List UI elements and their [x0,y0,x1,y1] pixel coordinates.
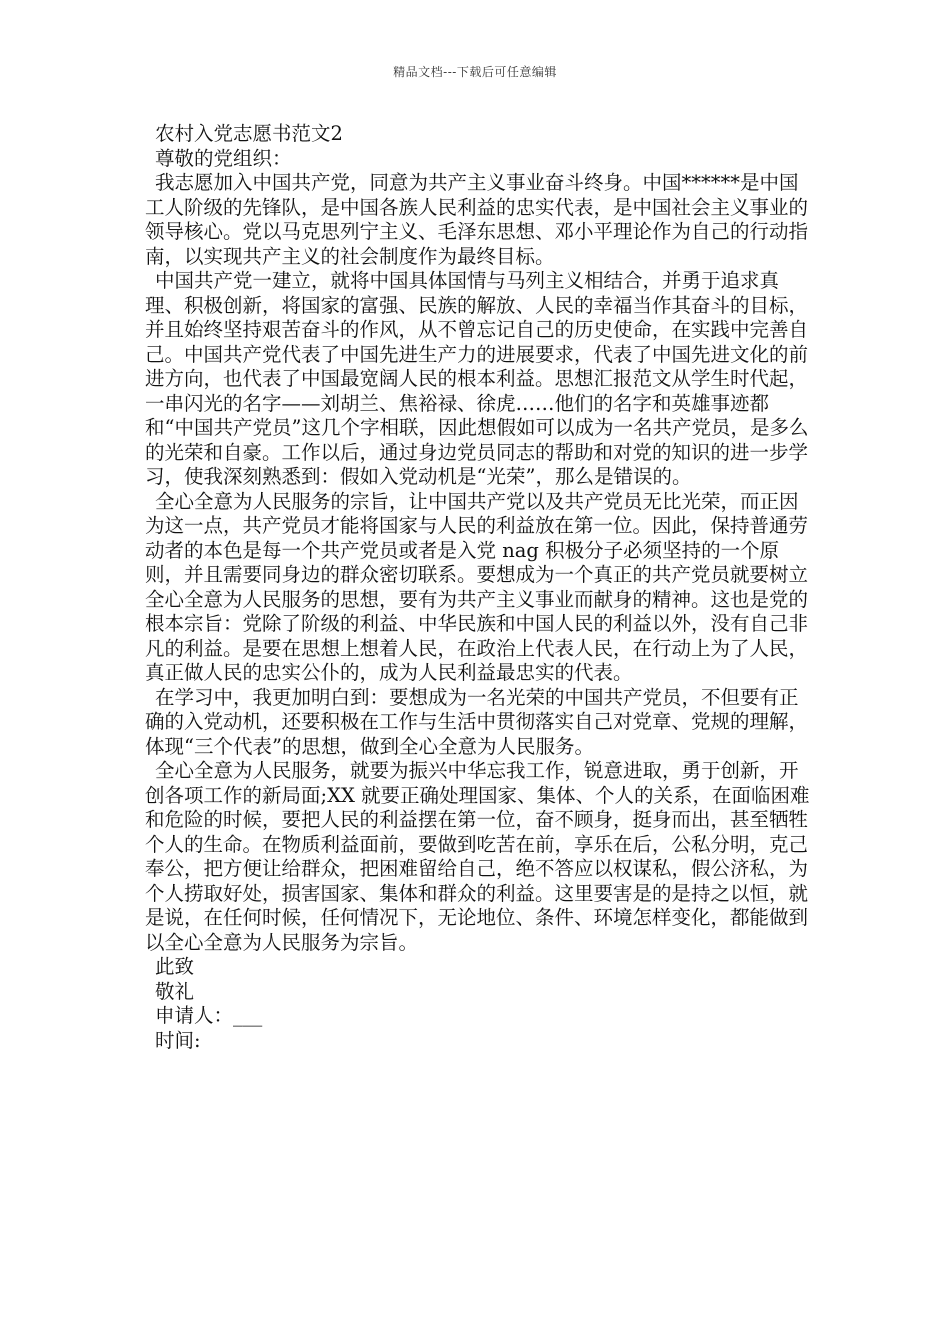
closing-jingli: 敬礼 [155,979,195,1003]
paragraph-4: 在学习中，我更加明白到：要想成为一名光荣的中国共产党员，不但要有正确的入党动机，还要积极在工作与生活中贯彻落实自己对党章、党规的理解，体现“三个代表”的思想，做到全心全意为人民服务。 [145,685,809,758]
closing-cizhi: 此致 [155,955,195,978]
date-line: 时间: [155,1028,201,1052]
paragraph-1: 我志愿加入中国共产党，同意为共产主义事业奋斗终身。中国******是中国工人阶级的先锋队，是中国各族人民利益的忠实代表，是中国社会主义事业的领导核心。党以马克思列宁主义、毛泽东思想、邓小平理论作为自己的行动指南，以实现共产主义的社会制度作为最终目标。 [145,171,809,268]
letter-title: 农村入党志愿书范文2 [155,122,343,145]
page-header: 精品文档---下载后可任意编辑 [393,65,557,79]
paragraph-2: 中国共产党一建立，就将中国具体国情与马列主义相结合，并勇于追求真理、积极创新，将国家的富强、民族的解放、人民的幸福当作其奋斗的目标，并且始终坚持艰苦奋斗的作风，从不曾忘记自己的历史使命，在实践中完善自己。中国共产党代表了中国先进生产力的进展要求，代表了中国先进文化的前进方向，也代表了中国最宽阔人民的根本利益。思想汇报范文从学生时代起，一串闪光的名字——刘胡兰、焦裕禄、徐虎……他们的名字和英雄事迹都和“中国共产党员”这几个字相联，因此想假如可以成为一名共产党员，是多么的光荣和自豪。工作以后，通过身边党员同志的帮助和对党的知识的进一步学习，使我深刻熟悉到：假如入党动机是“光荣”，那么是错误的。 [145,269,809,488]
letter-body [145,122,813,1053]
paragraph-3: 全心全意为人民服务的宗旨，让中国共产党以及共产党员无比光荣，而正因为这一点，共产党员才能将国家与人民的利益放在第一位。因此，保持普通劳动者的本色是每一个共产党员或者是入党 nag 积极分子必须坚持的一个原则，并且需要同身边的群众密切联系。要想成为一个真正的共产党员就要树立全心全意为人民服务的思想，要有为共产主义事业而献身的精神。这也是党的根本宗旨：党除了阶级的利益、中华民族和中国人民的利益以外，没有自己非凡的利益。是要在思想上想着人民，在政治上代表人民，在行动上为了人民，真正做人民的忠实公仆的，成为人民利益最忠实的代表。 [145,489,809,684]
closing-block [145,955,813,1053]
applicant-line: 申请人：___ [155,1004,263,1027]
paragraph-5: 全心全意为人民服务，就要为振兴中华忘我工作，锐意进取，勇于创新，开创各项工作的新局面;XX 就要正确处理国家、集体、个人的关系，在面临困难和危险的时候，要把人民的利益摆在第一位，奋不顾身，挺身而出，甚至牺牲个人的生命。在物质利益面前，要做到吃苦在前，享乐在后，公私分明，克己奉公，把方便让给群众，把困难留给自己，绝不答应以权谋私，假公济私，为个人捞取好处，损害国家、集体和群众的利益。这里要害是的是持之以恒，就是说，在任何时候，任何情况下，无论地位、条件、环境怎样变化，都能做到以全心全意为人民服务为宗旨。 [145,759,810,954]
salutation: 尊敬的党组织： [155,146,292,170]
